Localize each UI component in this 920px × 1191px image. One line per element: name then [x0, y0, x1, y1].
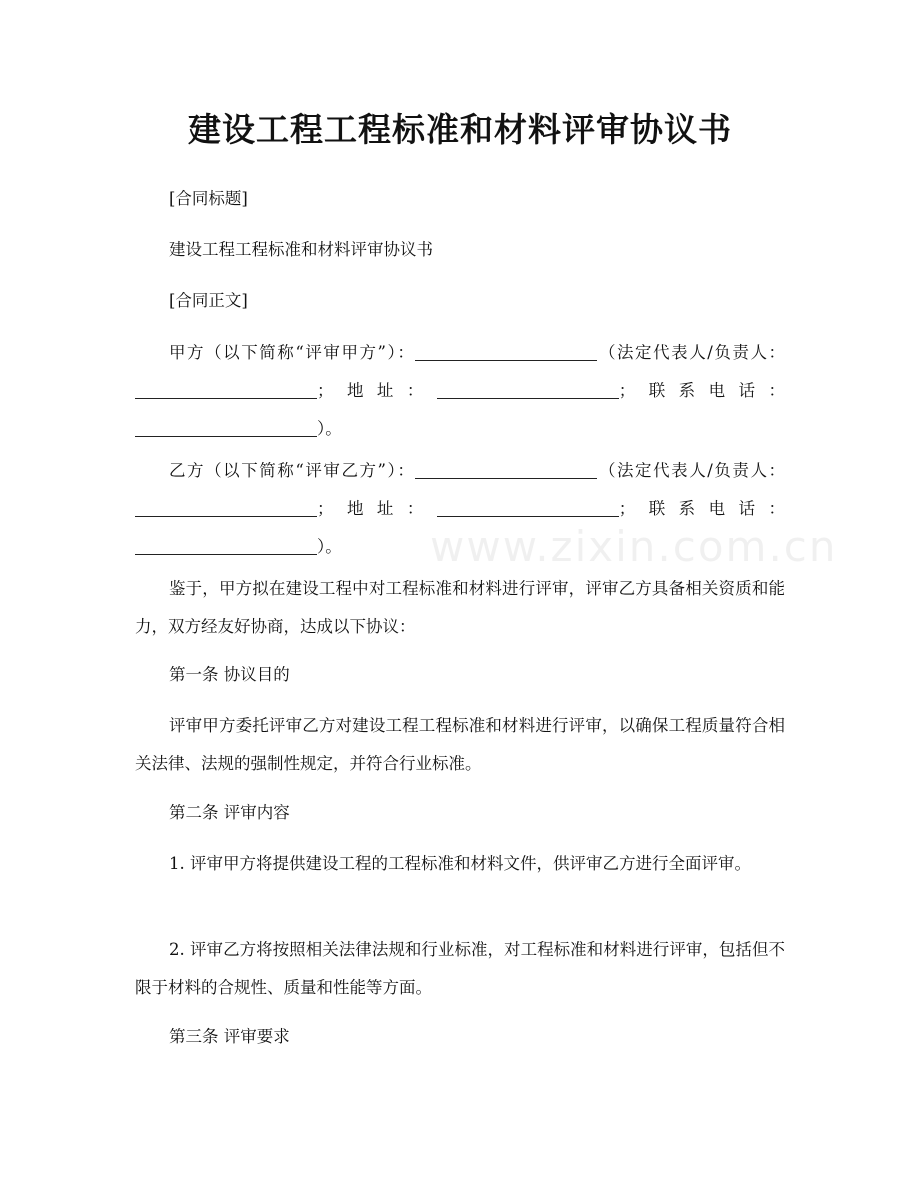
party-a-rep-label: （法定代表人/负责人：: [597, 343, 786, 362]
party-b-addr-blank[interactable]: [437, 496, 619, 517]
party-b-phone-label: ；联系电话：: [618, 499, 786, 518]
party-b-phone-blank[interactable]: [135, 534, 317, 555]
contract-subtitle: 建设工程工程标准和材料评审协议书: [169, 240, 433, 259]
party-b-end: ）。: [317, 537, 342, 556]
party-a-phone-label: ；联系电话：: [618, 381, 786, 400]
article-1-text: 评审甲方委托评审乙方对建设工程工程标准和材料进行评审，以确保工程质量符合相关法律、法规的强制性规定，并符合行业标准。: [135, 716, 785, 773]
party-a-paragraph: [135, 334, 785, 448]
party-b-rep-label: （法定代表人/负责人：: [597, 461, 786, 480]
watermark: www.zixin.com.cn: [430, 522, 838, 571]
section-title-tag: [合同标题]: [169, 189, 248, 208]
party-a-end: ）。: [317, 419, 342, 438]
body-tag: [合同正文]: [169, 291, 248, 310]
recital-paragraph: 鉴于，甲方拟在建设工程中对工程标准和材料进行评审，评审乙方具备相关资质和能力，双方经友好协商，达成以下协议：: [135, 579, 785, 636]
party-a-rep-blank[interactable]: [135, 378, 317, 399]
party-b-intro: 乙方（以下简称“评审乙方”）：: [169, 461, 416, 480]
party-a-addr-blank[interactable]: [437, 378, 619, 399]
party-b-addr-label: ；地址：: [317, 499, 437, 518]
article-2-title: 第二条 评审内容: [169, 803, 290, 822]
party-a-addr-label: ；地址：: [317, 381, 437, 400]
document-title: 建设工程工程标准和材料评审协议书: [188, 110, 732, 149]
party-b-name-blank[interactable]: [415, 458, 597, 479]
party-a-phone-blank[interactable]: [135, 416, 317, 437]
party-b-rep-blank[interactable]: [135, 496, 317, 517]
party-a-name-blank[interactable]: [415, 340, 597, 361]
article-2-item-2: 2. 评审乙方将按照相关法律法规和行业标准，对工程标准和材料进行评审，包括但不限于材料的合规性、质量和性能等方面。: [135, 940, 785, 997]
article-2-item-1: 1. 评审甲方将提供建设工程的工程标准和材料文件，供评审乙方进行全面评审。: [169, 854, 751, 873]
article-1-title: 第一条 协议目的: [169, 665, 290, 684]
article-3-title: 第三条 评审要求: [169, 1027, 290, 1046]
party-a-intro: 甲方（以下简称“评审甲方”）：: [169, 343, 416, 362]
party-b-paragraph: [135, 452, 785, 566]
